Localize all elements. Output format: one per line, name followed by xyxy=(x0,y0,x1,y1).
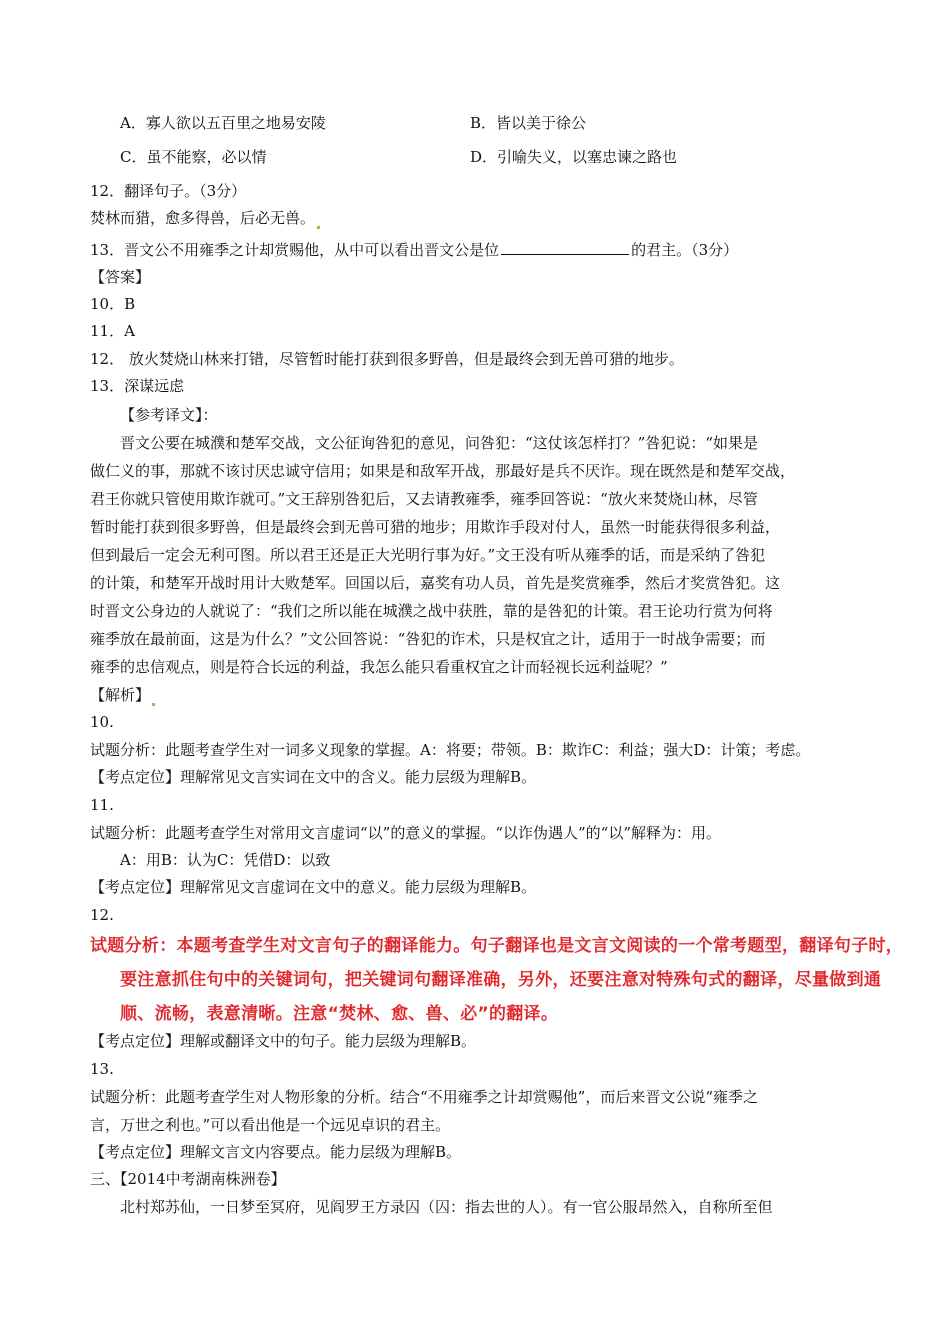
answer-11: 11．A xyxy=(90,322,135,340)
section-3-passage: 北村郑苏仙，一日梦至冥府，见阎罗王方录囚（囚：指去世的人）。有一官公服昂然入，自称所至但 xyxy=(120,1198,773,1216)
analysis-13-text: 言，万世之利也。”可以看出他是一个远见卓识的君主。 xyxy=(90,1116,451,1134)
translation-line: 做仁义的事，那就不该讨厌忠诚守信用；如果是和敌军开战，那最好是兵不厌诈。现在既然是和楚军交战， xyxy=(90,462,796,480)
translation-line: 但到最后一定会无利可图。所以君王还是正大光明行事为好。”文王没有听从雍季的话，而是采纳了咎犯 xyxy=(90,546,766,564)
question-13-prompt-before: 13．晋文公不用雍季之计却赏赐他，从中可以看出晋文公是位 xyxy=(90,241,500,259)
option-b: B．皆以美于徐公 xyxy=(470,114,587,132)
translation-line: 晋文公要在城濮和楚军交战，文公征询咎犯的意见，问咎犯：“这仗该怎样打？”咎犯说：“如果是 xyxy=(120,434,759,452)
analysis-13-number: 13. xyxy=(90,1060,114,1078)
analysis-13-keypoint: 【考点定位】理解文言文内容要点。能力层级为理解B。 xyxy=(90,1143,462,1161)
translation-line: 的计策，和楚军开战时用计大败楚军。回国以后，嘉奖有功人员，首先是奖赏雍季，然后才奖赏咎犯。这 xyxy=(90,574,781,592)
analysis-10-keypoint: 【考点定位】理解常见文言实词在文中的含义。能力层级为理解B。 xyxy=(90,768,537,786)
translation-line: 暂时能打获到很多野兽，但是最终会到无兽可猎的地步；用欺诈手段对付人，虽然一时能获得很多利益， xyxy=(90,518,781,536)
section-3-title: 三、【2014中考湖南株洲卷】 xyxy=(90,1170,286,1188)
question-13-prompt xyxy=(90,238,738,261)
question-12-prompt: 12．翻译句子。（3分） xyxy=(90,182,247,200)
analysis-11-keypoint: 【考点定位】理解常见文言虚词在文中的意义。能力层级为理解B。 xyxy=(90,878,537,896)
option-a: A．寡人欲以五百里之地易安陵 xyxy=(120,114,326,132)
analysis-12-red-line: 顺、流畅，表意清晰。注意“焚林、愈、兽、必”的翻译。 xyxy=(120,1004,559,1024)
stray-dot-mark xyxy=(317,226,320,229)
translation-header: 【参考译文】： xyxy=(120,406,218,424)
answer-header: 【答案】 xyxy=(90,268,151,286)
analysis-10-number: 10. xyxy=(90,713,114,731)
analysis-12-number: 12. xyxy=(90,906,114,924)
analysis-13-text: 试题分析：此题考查学生对人物形象的分析。结合“不用雍季之计却赏赐他”，而后来晋文公说“雍季之 xyxy=(90,1088,759,1106)
translation-line: 雍季放在最前面，这是为什么？”文公回答说：“咎犯的诈术，只是权宜之计，适用于一时战争需要；而 xyxy=(90,630,766,648)
question-12-sentence-text: 焚林而猎，愈多得兽，后必无兽。 xyxy=(90,209,316,227)
translation-line: 雍季的忠信观点，则是符合长远的利益，我怎么能只看重权宜之计而轻视长远利益呢？” xyxy=(90,658,668,676)
analysis-12-red-line: 试题分析：本题考查学生对文言句子的翻译能力。句子翻译也是文言文阅读的一个常考题型，翻译句子时， xyxy=(90,936,904,956)
answer-13: 13．深谋远虑 xyxy=(90,377,185,395)
option-row-cd xyxy=(120,146,677,168)
stray-dot-mark xyxy=(152,703,155,706)
option-row-ab xyxy=(120,112,586,134)
analysis-header-text: 【解析】 xyxy=(90,686,151,704)
analysis-11-text: 试题分析：此题考查学生对常用文言虚词“以”的意义的掌握。“以诈伪遇人”的“以”解释为：用。 xyxy=(90,824,722,842)
question-13-prompt-after: 的君主。（3分） xyxy=(631,241,739,259)
question-12-sentence xyxy=(90,207,320,229)
answer-blank xyxy=(501,238,629,255)
analysis-11-number: 11. xyxy=(90,796,114,814)
option-c: C．虽不能察，必以情 xyxy=(120,148,267,166)
translation-line: 君王你就只管使用欺诈就可。”文王辞别咎犯后，又去请教雍季，雍季回答说：“放火来焚烧山林，尽管 xyxy=(90,490,758,508)
analysis-11-options: A：用B：认为C：凭借D：以致 xyxy=(120,851,331,869)
analysis-10-text: 试题分析：此题考查学生对一词多义现象的掌握。A：将要；带领。B：欺诈C：利益；强大D：计策；考虑。 xyxy=(90,741,811,759)
answer-12: 12． 放火焚烧山林来打错，尽管暂时能打获到很多野兽，但是最终会到无兽可猎的地步。 xyxy=(90,350,684,368)
translation-line: 时晋文公身边的人就说了：“我们之所以能在城濮之战中获胜，靠的是咎犯的计策。君王论功行赏为何将 xyxy=(90,602,773,620)
answer-10: 10．B xyxy=(90,295,136,313)
analysis-header xyxy=(90,684,155,706)
option-d: D．引喻失义，以塞忠谏之路也 xyxy=(470,148,678,166)
analysis-12-red-line: 要注意抓住句中的关键词句，把关键词句翻译准确，另外，还要注意对特殊句式的翻译，尽量做到通 xyxy=(120,970,882,990)
analysis-12-keypoint: 【考点定位】理解或翻译文中的句子。能力层级为理解B。 xyxy=(90,1032,477,1050)
